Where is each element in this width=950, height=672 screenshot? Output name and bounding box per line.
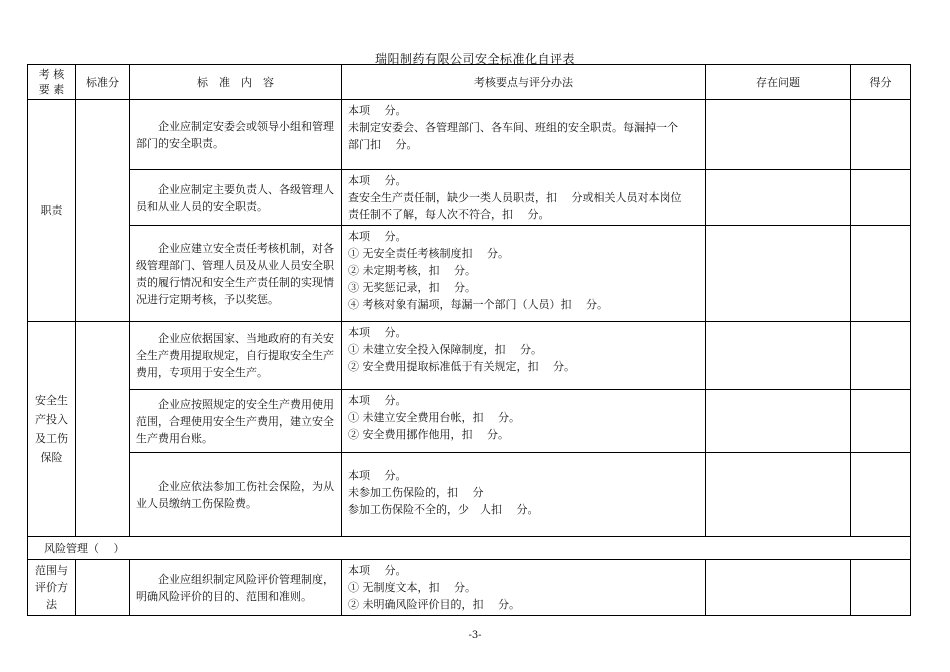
standard-content-cell: 企业应组织制定风险评价管理制度，明确风险评价的目的、范围和准则。 [130,560,342,616]
standard-score-cell[interactable] [76,100,130,322]
page-number: -3- [468,630,482,641]
standard-score-cell[interactable] [76,322,130,537]
issues-cell[interactable] [706,453,851,537]
table-row [28,560,911,616]
header-row [28,65,911,100]
standard-content-cell: 企业应依据国家、当地政府的有关安全生产费用提取规定，自行提取安全生产费用，专项用于安全生产。 [130,322,342,390]
section-title-risk: 风险管理（ ） [28,537,911,560]
self-evaluation-table [27,64,911,616]
issues-cell[interactable] [706,170,851,226]
score-cell[interactable] [851,100,911,170]
header-score: 得分 [851,65,911,100]
score-cell[interactable] [851,322,911,390]
standard-content-cell: 企业应制定主要负责人、各级管理人员和从业人员的安全职责。 [130,170,342,226]
issues-cell[interactable] [706,100,851,170]
header-standard-score: 标准分 [76,65,130,100]
section-row [28,537,911,560]
category-cell: 范围与评价方法 [28,560,76,616]
header-assessment-method: 考核要点与评分办法 [342,65,706,100]
standard-content-cell: 企业应按照规定的安全生产费用使用范围，合理使用安全生产费用，建立安全生产费用台账。 [130,390,342,453]
table-row [28,390,911,453]
score-cell[interactable] [851,560,911,616]
standard-score-cell[interactable] [76,560,130,616]
issues-cell[interactable] [706,390,851,453]
assessment-method-cell: 本项 分。 ① 无制度文本，扣 分。 ② 未明确风险评价目的，扣 分。 [342,560,706,616]
category-cell: 职责 [28,100,76,322]
header-issues: 存在问题 [706,65,851,100]
issues-cell[interactable] [706,226,851,322]
assessment-method-cell: 本项 分。 ① 未建立安全费用台帐，扣 分。 ② 安全费用挪作他用，扣 分。 [342,390,706,453]
assessment-method-cell: 本项 分。 ① 无安全责任考核制度扣 分。 ② 未定期考核，扣 分。 ③ 无奖惩记录，扣 分。 ④ 考核对象有漏项，每漏一个部门（人员）扣 分。 [342,226,706,322]
issues-cell[interactable] [706,322,851,390]
issues-cell[interactable] [706,560,851,616]
assessment-method-cell: 本项 分。 ① 未建立安全投入保障制度，扣 分。 ② 安全费用提取标准低于有关规定，扣 分。 [342,322,706,390]
assessment-method-cell: 本项 分。 未制定安委会、各管理部门、各车间、班组的安全职责。每漏掉一个 部门扣 分。 [342,100,706,170]
score-cell[interactable] [851,226,911,322]
table-row [28,170,911,226]
score-cell[interactable] [851,453,911,537]
header-category: 考 核 要 素 [28,65,76,100]
assessment-method-cell: 本项 分。 查安全生产责任制，缺少一类人员职责，扣 分或相关人员对本岗位 责任制不了解，每人次不符合，扣 分。 [342,170,706,226]
header-standard-content: 标 准 内 容 [130,65,342,100]
table-row [28,453,911,537]
table-row [28,226,911,322]
assessment-method-cell: 本项 分。 未参加工伤保险的，扣 分 参加工伤保险不全的，少 人扣 分。 [342,453,706,537]
standard-content-cell: 企业应依法参加工伤社会保险，为从业人员缴纳工伤保险费。 [130,453,342,537]
standard-content-cell: 企业应建立安全责任考核机制，对各级管理部门、管理人员及从业人员安全职责的履行情况和安全生产责任制的实现情况进行定期考核，予以奖惩。 [130,226,342,322]
score-cell[interactable] [851,170,911,226]
table-row [28,322,911,390]
document-title: 瑞阳制药有限公司安全标准化自评表 [374,52,575,66]
category-cell: 安全生产投入及工伤保险 [28,322,76,537]
table-row [28,100,911,170]
score-cell[interactable] [851,390,911,453]
standard-content-cell: 企业应制定安委会或领导小组和管理部门的安全职责。 [130,100,342,170]
